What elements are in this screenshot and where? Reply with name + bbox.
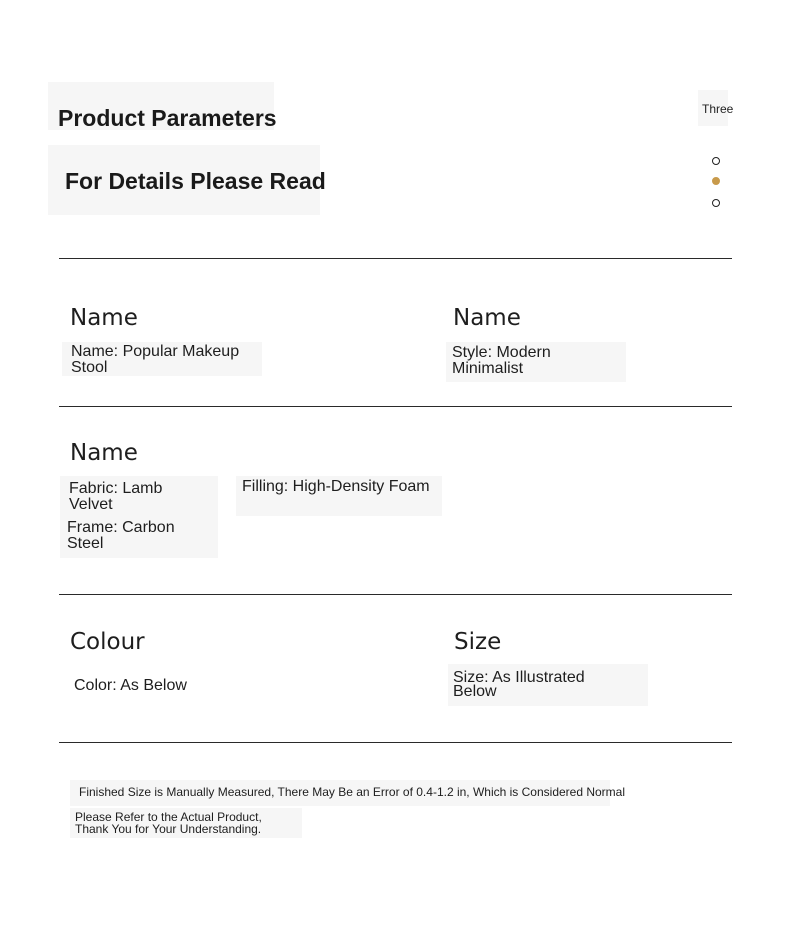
page-title: Product Parameters <box>58 105 277 131</box>
divider-1 <box>59 258 732 259</box>
style-value: Style: Modern Minimalist <box>452 344 551 377</box>
divider-4 <box>59 742 732 743</box>
product-name-value: Name: Popular Makeup Stool <box>71 343 240 376</box>
pager-dot-3[interactable] <box>712 199 720 207</box>
name-heading-right: Name <box>453 305 521 331</box>
frame-value: Frame: Carbon Steel <box>67 519 175 552</box>
fabric-value: Fabric: Lamb Velvet <box>69 480 163 513</box>
measurement-note: Finished Size is Manually Measured, There May Be an Error of 0.4-1.2 in, Which is Considered Normal <box>79 785 626 799</box>
size-heading: Size <box>454 629 502 655</box>
material-heading: Name <box>70 440 138 466</box>
page-subtitle: For Details Please Read <box>65 168 326 194</box>
divider-3 <box>59 594 732 595</box>
colour-value: Color: As Below <box>74 677 187 694</box>
product-note-line-1: Please Refer to the Actual Product, <box>75 810 262 824</box>
filling-value: Filling: High-Density Foam <box>242 478 430 495</box>
product-note-line-2: Thank You for Your Understanding. <box>75 822 262 836</box>
name-heading-left: Name <box>70 305 138 331</box>
size-value: Size: As Illustrated Below <box>453 669 585 700</box>
page-badge: Three <box>702 102 734 116</box>
pager-dot-1[interactable] <box>712 157 720 165</box>
pager-dot-2[interactable] <box>712 177 720 185</box>
colour-heading: Colour <box>70 629 145 655</box>
divider-2 <box>59 406 732 407</box>
